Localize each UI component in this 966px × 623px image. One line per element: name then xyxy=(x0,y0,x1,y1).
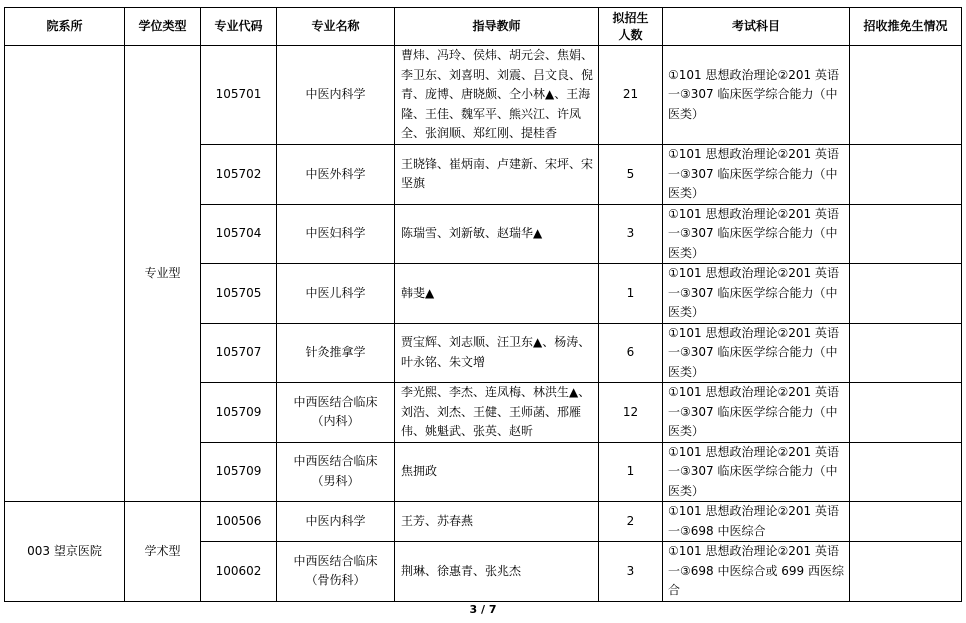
exam-subjects-cell: ①101 思想政治理论②201 英语一③307 临床医学综合能力（中医类） xyxy=(663,264,850,324)
major-name-cell: 中医妇科学 xyxy=(277,204,395,264)
exam-subjects-cell: ①101 思想政治理论②201 英语一③307 临床医学综合能力（中医类） xyxy=(663,383,850,443)
page-number: 3 / 7 xyxy=(469,603,497,616)
major-code-cell: 100602 xyxy=(201,542,277,602)
major-name-cell: 中医外科学 xyxy=(277,145,395,205)
header-exam-subjects: 考试科目 xyxy=(663,8,850,46)
quota-cell: 6 xyxy=(599,323,663,383)
advisors-cell: 陈瑞雪、刘新敏、赵瑞华▲ xyxy=(395,204,599,264)
advisors-cell: 韩斐▲ xyxy=(395,264,599,324)
tuimian-cell xyxy=(850,442,962,502)
table-row xyxy=(5,502,962,542)
header-advisors: 指导教师 xyxy=(395,8,599,46)
exam-subjects-cell: ①101 思想政治理论②201 英语一③307 临床医学综合能力（中医类） xyxy=(663,323,850,383)
tuimian-cell xyxy=(850,383,962,443)
advisors-cell: 荆琳、徐惠青、张兆杰 xyxy=(395,542,599,602)
exam-subjects-cell: ①101 思想政治理论②201 英语一③307 临床医学综合能力（中医类） xyxy=(663,204,850,264)
major-code-cell: 105709 xyxy=(201,383,277,443)
major-name-cell: 中西医结合临床 （骨伤科） xyxy=(277,542,395,602)
exam-subjects-cell: ①101 思想政治理论②201 英语一③307 临床医学综合能力（中医类） xyxy=(663,145,850,205)
quota-cell: 21 xyxy=(599,46,663,145)
quota-cell: 3 xyxy=(599,204,663,264)
tuimian-cell xyxy=(850,323,962,383)
major-code-cell: 105702 xyxy=(201,145,277,205)
header-major-code: 专业代码 xyxy=(201,8,277,46)
major-name-cell: 中医内科学 xyxy=(277,502,395,542)
major-code-cell: 105704 xyxy=(201,204,277,264)
major-name-cell: 中西医结合临床 （内科） xyxy=(277,383,395,443)
exam-subjects-cell: ①101 思想政治理论②201 英语一③698 中医综合或 699 西医综合 xyxy=(663,542,850,602)
quota-cell: 12 xyxy=(599,383,663,443)
advisors-cell: 王芳、苏春燕 xyxy=(395,502,599,542)
quota-cell: 1 xyxy=(599,442,663,502)
tuimian-cell xyxy=(850,502,962,542)
exam-subjects-cell: ①101 思想政治理论②201 英语一③307 临床医学综合能力（中医类） xyxy=(663,442,850,502)
degree-type-cell: 学术型 xyxy=(125,502,201,602)
header-dept: 院系所 xyxy=(5,8,125,46)
exam-subjects-cell: ①101 思想政治理论②201 英语一③698 中医综合 xyxy=(663,502,850,542)
major-code-cell: 105701 xyxy=(201,46,277,145)
quota-cell: 2 xyxy=(599,502,663,542)
tuimian-cell xyxy=(850,204,962,264)
header-degree-type: 学位类型 xyxy=(125,8,201,46)
major-code-cell: 105705 xyxy=(201,264,277,324)
major-code-cell: 105707 xyxy=(201,323,277,383)
dept-cell: 003 望京医院 xyxy=(5,502,125,602)
dept-cell xyxy=(5,46,125,502)
major-name-cell: 中西医结合临床 （男科） xyxy=(277,442,395,502)
exam-subjects-cell: ①101 思想政治理论②201 英语一③307 临床医学综合能力（中医类） xyxy=(663,46,850,145)
enrollment-table xyxy=(4,7,962,602)
quota-cell: 5 xyxy=(599,145,663,205)
advisors-cell: 李光熙、李杰、连凤梅、林洪生▲、刘浩、刘杰、王健、王师菡、邢雁伟、姚魁武、张英、赵昕 xyxy=(395,383,599,443)
major-name-cell: 中医儿科学 xyxy=(277,264,395,324)
header-tuimian: 招收推免生情况 xyxy=(850,8,962,46)
header-quota: 拟招生 人数 xyxy=(599,8,663,46)
tuimian-cell xyxy=(850,46,962,145)
quota-cell: 3 xyxy=(599,542,663,602)
major-code-cell: 100506 xyxy=(201,502,277,542)
table-row xyxy=(5,46,962,145)
tuimian-cell xyxy=(850,264,962,324)
header-row xyxy=(5,8,962,46)
advisors-cell: 焦拥政 xyxy=(395,442,599,502)
major-name-cell: 针灸推拿学 xyxy=(277,323,395,383)
quota-cell: 1 xyxy=(599,264,663,324)
tuimian-cell xyxy=(850,542,962,602)
major-name-cell: 中医内科学 xyxy=(277,46,395,145)
header-major-name: 专业名称 xyxy=(277,8,395,46)
advisors-cell: 曹炜、冯玲、侯炜、胡元会、焦娟、李卫东、刘喜明、刘震、吕文良、倪青、庞博、唐晓颇、仝小林▲、王海隆、王佳、魏军平、熊兴江、许凤全、张润顺、郑红刚、提桂香 xyxy=(395,46,599,145)
advisors-cell: 王晓锋、崔炳南、卢建新、宋坪、宋坚旗 xyxy=(395,145,599,205)
advisors-cell: 贾宝辉、刘志顺、汪卫东▲、杨涛、叶永铭、朱文增 xyxy=(395,323,599,383)
degree-type-cell: 专业型 xyxy=(125,46,201,502)
tuimian-cell xyxy=(850,145,962,205)
major-code-cell: 105709 xyxy=(201,442,277,502)
